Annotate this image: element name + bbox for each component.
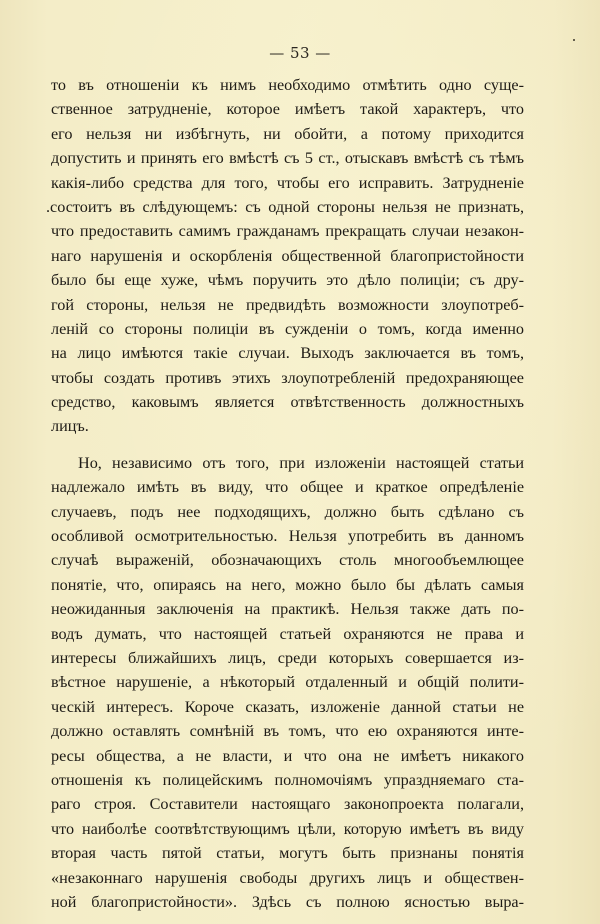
text-line: .состоитъ въ слѣдующемъ: съ одной стороны нельзя не признать, bbox=[46, 197, 524, 216]
text-line: допустить и принять его вмѣстѣ съ 5 ст., отыскавъ вмѣстѣ съ тѣмъ bbox=[51, 149, 524, 168]
text-line: лицъ. bbox=[51, 417, 89, 436]
text-line: интересы ближайшихъ лицъ, среди которыхъ совершается из- bbox=[51, 648, 524, 667]
text-line: «незаконнаго нарушенiя свободы другихъ лицъ и обществен- bbox=[51, 868, 524, 887]
text-line: особливой осмотрительностью. Нельзя употребить въ данномъ bbox=[51, 527, 524, 546]
text-line: водъ думать, что настоящей статьей охраняются не права и bbox=[51, 624, 524, 643]
text-line: Но, независимо отъ того, при изложенiи настоящей статьи bbox=[78, 453, 524, 472]
body-text bbox=[46, 73, 524, 914]
text-line: какiя-либо средства для того, чтобы его исправить. Затрудненiе bbox=[51, 173, 524, 192]
text-line: случаѣ выраженiй, обозначающихъ столь многообъемлющее bbox=[51, 551, 524, 570]
text-line: случаевъ, подъ нее подходящихъ, должно быть сдѣлано съ bbox=[51, 502, 524, 521]
text-line: на лицо имѣются такiе случаи. Выходъ заключается въ томъ, bbox=[51, 344, 524, 363]
text-line: ственное затрудненiе, которое имѣетъ такой характеръ, что bbox=[51, 100, 524, 119]
text-line: понятiе, что, опираясь на него, можно было бы дѣлать самыя bbox=[51, 575, 524, 594]
text-line: ческiй интересъ. Короче сказать, изложенiе данной статьи не bbox=[51, 697, 524, 716]
text-line: отношенiя къ полицейскимъ полномочiямъ упраздняемаго ста- bbox=[51, 770, 524, 789]
text-line: средство, каковымъ является отвѣтственность должностныхъ bbox=[51, 393, 524, 412]
text-line: ленiй со стороны полицiи въ сужденiи о томъ, когда именно bbox=[51, 319, 524, 338]
text-line: ной благопристойности». Здѣсь съ полною ясностью выра- bbox=[51, 892, 524, 911]
text-line: наго нарушенiя и оскорбленiя общественной благопристойности bbox=[51, 246, 524, 265]
text-line: вторая часть пятой статьи, могутъ быть признаны понятiя bbox=[51, 844, 524, 863]
text-line: раго строя. Составители настоящаго законопроекта полагали, bbox=[51, 795, 524, 814]
text-line: то въ отношенiи къ нимъ необходимо отмѣтить одно суще- bbox=[51, 76, 524, 94]
text-line: неожиданныя заключенiя на практикѣ. Нельзя также дать по- bbox=[51, 600, 524, 619]
text-line: что наиболѣе соотвѣтствующимъ цѣли, которую имѣетъ въ виду bbox=[51, 819, 524, 838]
text-line: надлежало имѣть въ виду, что общее и краткое опредѣленiе bbox=[51, 478, 524, 497]
text-line: чтобы создать противъ этихъ злоупотребленiй предохраняющее bbox=[51, 368, 524, 387]
paragraph-2 bbox=[51, 451, 524, 914]
text-line: что предоставить самимъ гражданамъ прекращать случаи незакон- bbox=[51, 222, 524, 241]
text-line: его нельзя ни избѣгнуть, ни обойти, а потому приходится bbox=[51, 124, 524, 143]
page-number: — 53 — bbox=[269, 44, 331, 62]
text-line: было бы еще хуже, чѣмъ поручить это дѣло полицiи; съ дру- bbox=[51, 271, 524, 290]
text-line: ресы общества, а не власти, и что она не имѣетъ никакого bbox=[51, 746, 524, 765]
paragraph-1 bbox=[46, 73, 524, 439]
text-line: должно оставлять сомнѣнiй въ томъ, что ею охраняются инте- bbox=[51, 722, 524, 741]
text-line: вѣстное нарушенiе, а нѣкоторый отдаленный и общiй полити- bbox=[51, 673, 524, 692]
ink-speck bbox=[573, 39, 575, 41]
text-line: гой стороны, нельзя не предвидѣть возможности злоупотреб- bbox=[51, 295, 524, 314]
